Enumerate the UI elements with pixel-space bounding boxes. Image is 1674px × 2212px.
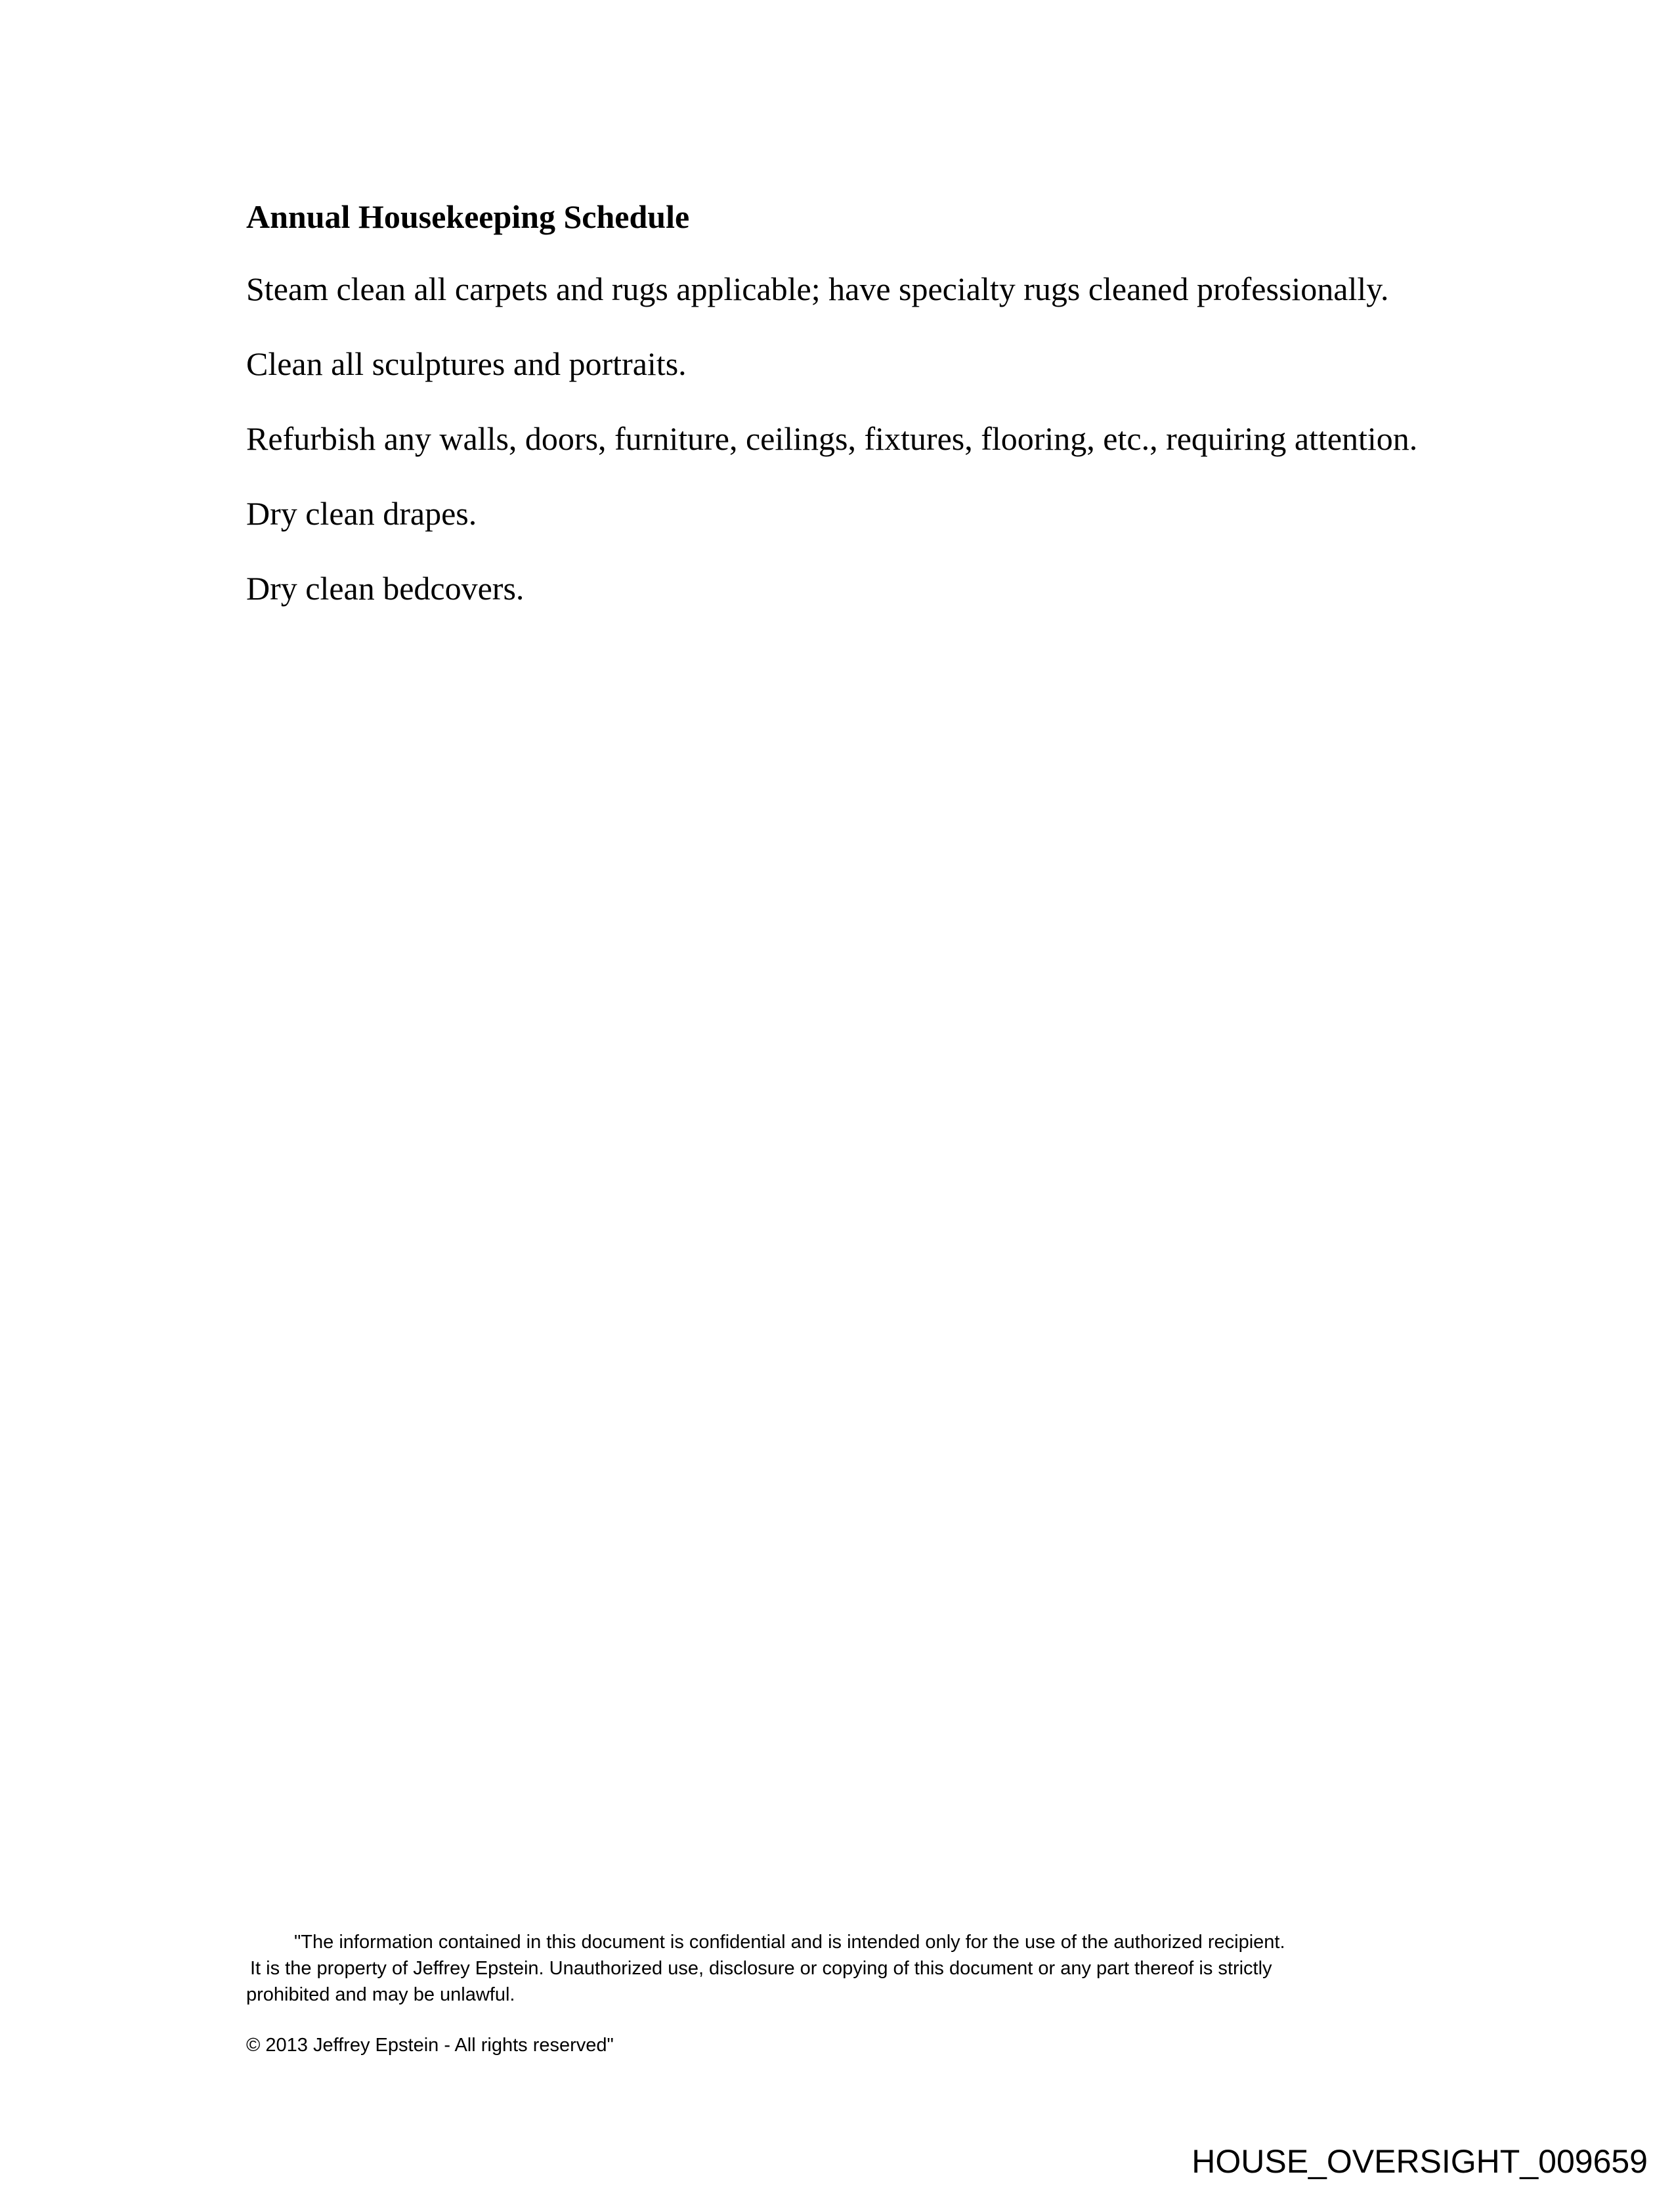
confidentiality-notice <box>246 1929 1388 2008</box>
schedule-item: Steam clean all carpets and rugs applicable; have specialty rugs cleaned professionally. <box>246 271 1389 307</box>
schedule-item: Dry clean drapes. <box>246 495 477 532</box>
bates-number: HOUSE_OVERSIGHT_009659 <box>1191 2143 1648 2180</box>
notice-line: It is the property of Jeffrey Epstein. Unauthorized use, disclosure or copying of this document or any part thereof is strictly <box>250 1958 1272 1979</box>
document-title: Annual Housekeeping Schedule <box>246 198 690 235</box>
copyright-line: © 2013 Jeffrey Epstein - All rights reserved" <box>246 2035 614 2056</box>
notice-line: "The information contained in this document is confidential and is intended only for the use of the authorized recipient. <box>294 1932 1285 1953</box>
notice-line: prohibited and may be unlawful. <box>246 1984 515 2005</box>
schedule-item: Clean all sculptures and portraits. <box>246 345 687 382</box>
schedule-list <box>246 269 1417 643</box>
schedule-item: Refurbish any walls, doors, furniture, ceilings, fixtures, flooring, etc., requiring attention. <box>246 420 1418 457</box>
schedule-item: Dry clean bedcovers. <box>246 570 525 607</box>
